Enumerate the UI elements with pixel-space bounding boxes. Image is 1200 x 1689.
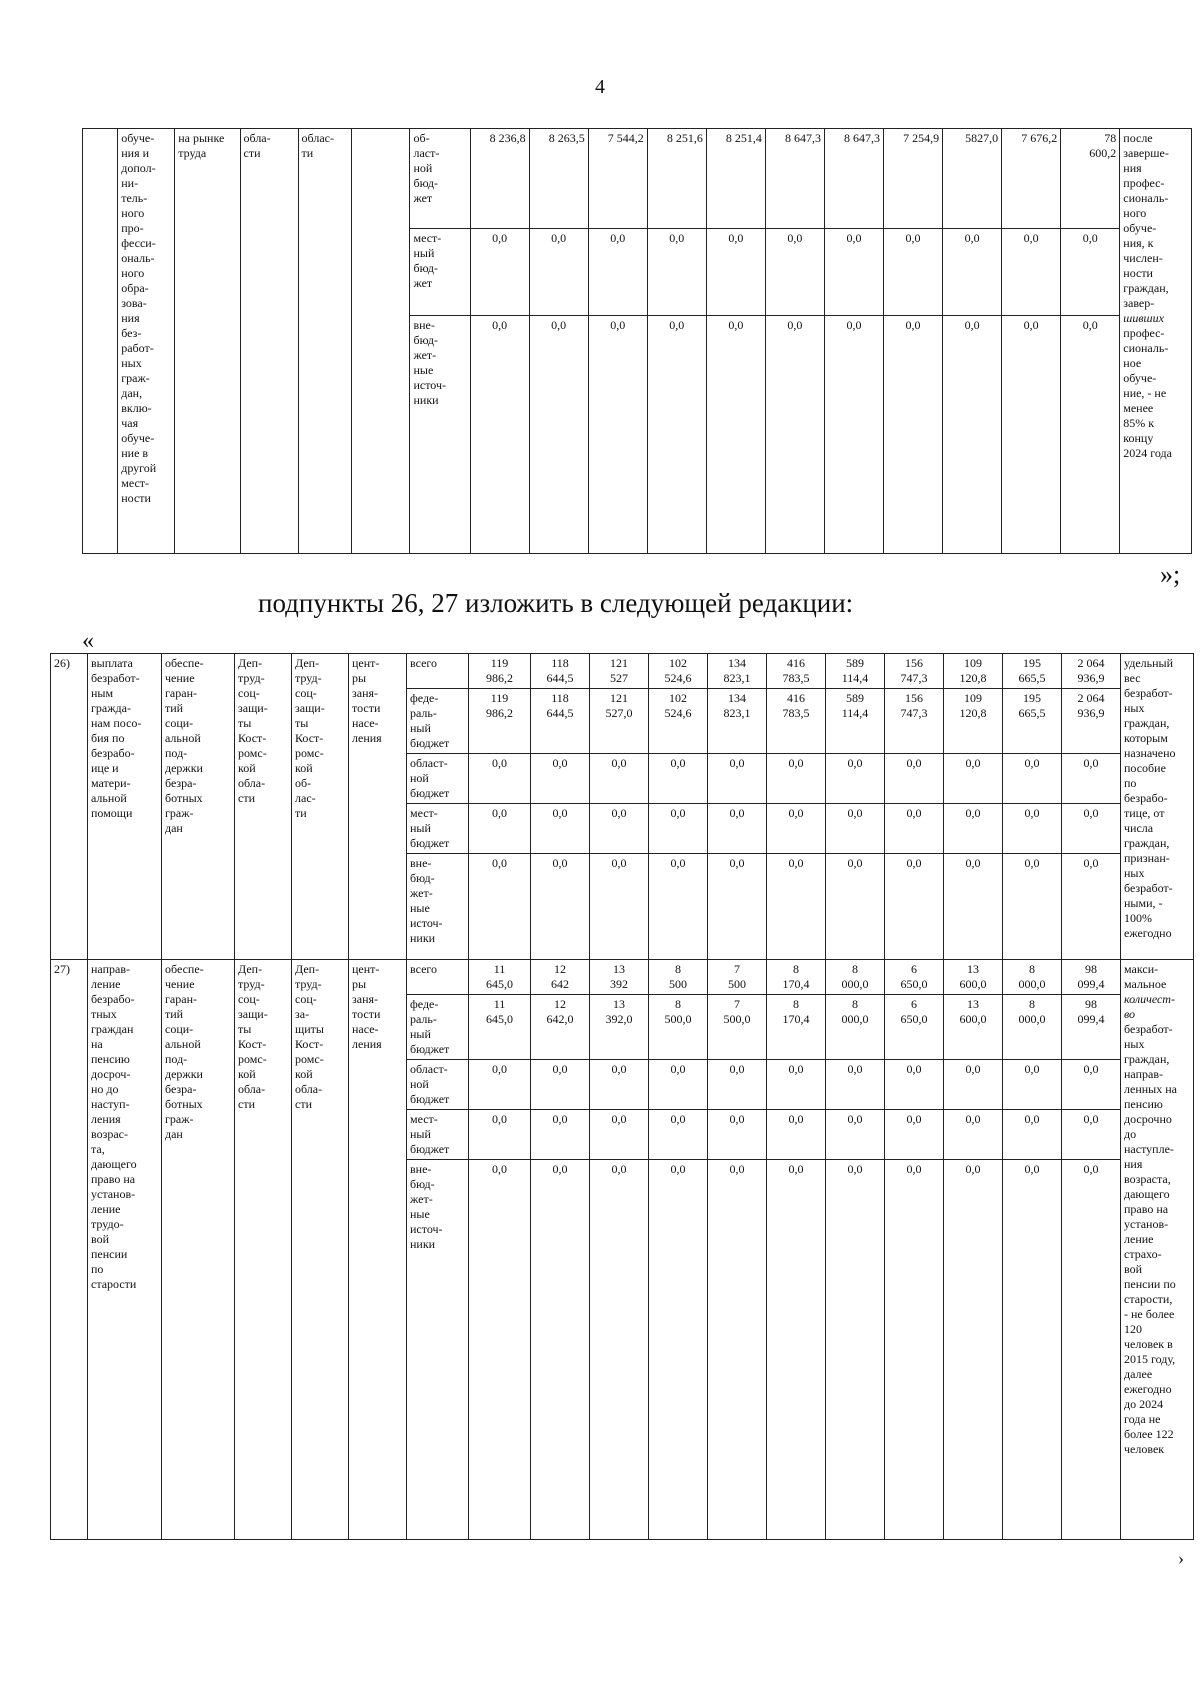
value-cell: 11 645,0 xyxy=(469,995,531,1060)
source-cell: феде- раль- ный бюджет xyxy=(407,689,469,754)
value-cell: 0,0 xyxy=(1002,316,1061,554)
value-cell: 8 251,4 xyxy=(706,129,765,229)
value-cell: 0,0 xyxy=(767,804,826,854)
value-cell: 0,0 xyxy=(943,229,1002,316)
indicator-text: удельный вес безработ- ных граждан, которым назначено пособие по безрабо- тице, от числа граждан, признан- ных безработ- ными, - 100% ежегодно xyxy=(1124,656,1176,940)
value-cell: 0,0 xyxy=(944,1110,1003,1160)
value-cell: 416 783,5 xyxy=(767,689,826,754)
value-cell: 0,0 xyxy=(708,854,767,960)
value-cell: 0,0 xyxy=(1062,1160,1121,1540)
value-cell: 0,0 xyxy=(944,754,1003,804)
value-cell: 589 114,4 xyxy=(826,654,885,689)
indicator-text: после заверше- ния профес- сиональ- ного обуче- ния, к числен- ности граждан, завер- xyxy=(1123,131,1169,310)
coexecutor-cell: Деп- труд- соц- за- щиты Кост- ромс- кой обла- сти xyxy=(292,960,349,1540)
value-cell: 6 650,0 xyxy=(885,960,944,995)
value-cell: 0,0 xyxy=(531,754,590,804)
value-cell: 0,0 xyxy=(590,1160,649,1540)
value-cell: 0,0 xyxy=(885,754,944,804)
value-cell: 195 665,5 xyxy=(1003,654,1062,689)
table-row xyxy=(51,960,1194,995)
value-cell: 118 644,5 xyxy=(531,689,590,754)
value-cell: 0,0 xyxy=(885,1110,944,1160)
participant-cell: цент- ры заня- тости насе- ления xyxy=(349,654,407,960)
source-cell: вне- бюд- жет- ные источ- ники xyxy=(410,316,470,554)
value-cell: 0,0 xyxy=(943,316,1002,554)
source-cell: вне- бюд- жет- ные источ- ники xyxy=(407,1160,469,1540)
value-cell: 2 064 936,9 xyxy=(1062,654,1121,689)
value-cell: 0,0 xyxy=(826,1160,885,1540)
value-cell: 0,0 xyxy=(470,229,529,316)
value-cell: 416 783,5 xyxy=(767,654,826,689)
indicator-text: профес- сиональ- ное обуче- ние, - не менее 85% к концу 2024 года xyxy=(1123,326,1172,460)
value-cell: 0,0 xyxy=(1003,854,1062,960)
indicator-cell xyxy=(1121,654,1194,960)
value-cell: 8 000,0 xyxy=(826,995,885,1060)
value-cell: 0,0 xyxy=(649,1160,708,1540)
event-cell: обуче- ния и допол- ни- тель- ного про- фесси- ональ- ного обра- зова- ния без- работ- ных граж- дан, вклю- чая обуче- ние в другой мест- ности xyxy=(118,129,175,554)
value-cell: 0,0 xyxy=(944,1060,1003,1110)
value-cell: 8 000,0 xyxy=(1003,960,1062,995)
value-cell: 98 099,4 xyxy=(1062,960,1121,995)
value-cell: 8 647,3 xyxy=(765,129,824,229)
value-cell: 13 392 xyxy=(590,960,649,995)
source-cell: об- ласт- ной бюд- жет xyxy=(410,129,470,229)
row-number-cell: 26) xyxy=(51,654,88,960)
program-table-continuation xyxy=(82,128,1192,554)
value-cell: 7 254,9 xyxy=(884,129,943,229)
value-cell: 0,0 xyxy=(590,754,649,804)
value-cell: 0,0 xyxy=(708,804,767,854)
value-cell: 0,0 xyxy=(1062,1060,1121,1110)
source-cell: всего xyxy=(407,960,469,995)
value-cell: 0,0 xyxy=(590,804,649,854)
value-cell: 134 823,1 xyxy=(708,689,767,754)
value-cell: 121 527 xyxy=(590,654,649,689)
goal-cell: обеспе- чение гаран- тий соци- альной под- держки безра- ботных граж- дан xyxy=(162,654,235,960)
value-cell: 13 392,0 xyxy=(590,995,649,1060)
value-cell: 0,0 xyxy=(590,1060,649,1110)
value-cell: 0,0 xyxy=(1062,804,1121,854)
value-cell: 0,0 xyxy=(765,229,824,316)
goal-cell: обеспе- чение гаран- тий соци- альной под- держки безра- ботных граж- дан xyxy=(162,960,235,1540)
value-cell: 13 600,0 xyxy=(944,960,1003,995)
value-cell: 98 099,4 xyxy=(1062,995,1121,1060)
value-cell: 0,0 xyxy=(469,854,531,960)
value-cell: 0,0 xyxy=(826,1110,885,1160)
indicator-cell xyxy=(1120,129,1192,554)
value-cell: 0,0 xyxy=(649,754,708,804)
value-cell: 0,0 xyxy=(649,1110,708,1160)
value-cell: 0,0 xyxy=(826,854,885,960)
value-cell: 0,0 xyxy=(885,1060,944,1110)
value-cell: 0,0 xyxy=(708,754,767,804)
page-number: 4 xyxy=(595,76,605,98)
value-cell: 0,0 xyxy=(884,316,943,554)
value-cell: 0,0 xyxy=(529,316,588,554)
value-cell: 121 527,0 xyxy=(590,689,649,754)
source-cell: феде- раль- ный бюджет xyxy=(407,995,469,1060)
coexecutor-cell: облас- ти xyxy=(298,129,352,554)
value-cell: 0,0 xyxy=(767,1160,826,1540)
value-cell: 0,0 xyxy=(706,316,765,554)
executor-cell: Деп- труд- соц- защи- ты Кост- ромс- кой обла- сти xyxy=(235,960,292,1540)
value-cell: 7 500 xyxy=(708,960,767,995)
value-cell: 0,0 xyxy=(588,229,647,316)
value-cell: 0,0 xyxy=(706,229,765,316)
source-cell: област- ной бюджет xyxy=(407,1060,469,1110)
value-cell: 0,0 xyxy=(1062,854,1121,960)
value-cell: 8 647,3 xyxy=(824,129,883,229)
end-mark: › xyxy=(1178,1548,1184,1568)
value-cell: 0,0 xyxy=(826,804,885,854)
value-cell: 0,0 xyxy=(944,804,1003,854)
value-cell: 0,0 xyxy=(767,854,826,960)
row-number-cell: 27) xyxy=(51,960,88,1540)
value-cell: 0,0 xyxy=(531,1110,590,1160)
value-cell: 78 600,2 xyxy=(1061,129,1120,229)
value-cell: 0,0 xyxy=(884,229,943,316)
source-cell: вне- бюд- жет- ные источ- ники xyxy=(407,854,469,960)
value-cell: 0,0 xyxy=(885,854,944,960)
value-cell: 6 650,0 xyxy=(885,995,944,1060)
executor-cell: обла- сти xyxy=(240,129,298,554)
value-cell: 7 544,2 xyxy=(588,129,647,229)
value-cell: 5827,0 xyxy=(943,129,1002,229)
value-cell: 0,0 xyxy=(826,1060,885,1110)
value-cell: 0,0 xyxy=(469,1160,531,1540)
indicator-text: макси- мальное xyxy=(1124,962,1167,991)
value-cell: 0,0 xyxy=(944,1160,1003,1540)
participant-cell xyxy=(352,129,410,554)
program-table-amendment xyxy=(50,653,1194,1540)
source-cell: мест- ный бюджет xyxy=(407,1110,469,1160)
value-cell: 8 000,0 xyxy=(1003,995,1062,1060)
value-cell: 12 642,0 xyxy=(531,995,590,1060)
opening-quote: « xyxy=(82,628,94,654)
value-cell: 0,0 xyxy=(469,1060,531,1110)
value-cell: 8 500,0 xyxy=(649,995,708,1060)
value-cell: 0,0 xyxy=(944,854,1003,960)
value-cell: 0,0 xyxy=(647,229,706,316)
indicator-text-italic: количест- во xyxy=(1124,992,1175,1021)
value-cell: 0,0 xyxy=(1003,1110,1062,1160)
indicator-text-italic: шивших xyxy=(1123,311,1164,325)
value-cell: 0,0 xyxy=(588,316,647,554)
value-cell: 0,0 xyxy=(765,316,824,554)
event-cell: выплата безработ- ным гражда- нам посо- бия по безрабо- ице и матери- альной помощи xyxy=(88,654,162,960)
value-cell: 0,0 xyxy=(1003,754,1062,804)
value-cell: 0,0 xyxy=(647,316,706,554)
value-cell: 0,0 xyxy=(469,804,531,854)
value-cell: 0,0 xyxy=(767,1110,826,1160)
source-cell: мест- ный бюджет xyxy=(407,804,469,854)
value-cell: 0,0 xyxy=(1003,1060,1062,1110)
value-cell: 8 251,6 xyxy=(647,129,706,229)
row-number-cell xyxy=(83,129,118,554)
event-cell: направ- ление безрабо- тных граждан на пенсию досроч- но до наступ- ления возрас- та, дающего право на установ- ление трудо- вой пенсии по старости xyxy=(88,960,162,1540)
value-cell: 156 747,3 xyxy=(885,654,944,689)
amendment-table-body xyxy=(51,654,1194,1540)
value-cell: 12 642 xyxy=(531,960,590,995)
value-cell: 0,0 xyxy=(531,1160,590,1540)
value-cell: 0,0 xyxy=(531,1060,590,1110)
value-cell: 0,0 xyxy=(649,804,708,854)
value-cell: 8 236,8 xyxy=(470,129,529,229)
value-cell: 0,0 xyxy=(590,1110,649,1160)
value-cell: 102 524,6 xyxy=(649,654,708,689)
table-row xyxy=(51,654,1194,689)
value-cell: 0,0 xyxy=(470,316,529,554)
value-cell: 0,0 xyxy=(824,316,883,554)
value-cell: 0,0 xyxy=(1003,1160,1062,1540)
value-cell: 2 064 936,9 xyxy=(1062,689,1121,754)
value-cell: 8 170,4 xyxy=(767,960,826,995)
value-cell: 8 000,0 xyxy=(826,960,885,995)
value-cell: 0,0 xyxy=(529,229,588,316)
value-cell: 195 665,5 xyxy=(1003,689,1062,754)
value-cell: 109 120,8 xyxy=(944,689,1003,754)
participant-cell: цент- ры заня- тости насе- ления xyxy=(349,960,407,1540)
value-cell: 0,0 xyxy=(1002,229,1061,316)
value-cell: 0,0 xyxy=(649,854,708,960)
source-cell: област- ной бюджет xyxy=(407,754,469,804)
value-cell: 0,0 xyxy=(1062,1110,1121,1160)
value-cell: 109 120,8 xyxy=(944,654,1003,689)
value-cell: 156 747,3 xyxy=(885,689,944,754)
value-cell: 7 500,0 xyxy=(708,995,767,1060)
value-cell: 8 500 xyxy=(649,960,708,995)
executor-cell: Деп- труд- соц- защи- ты Кост- ромс- кой обла- сти xyxy=(235,654,292,960)
value-cell: 0,0 xyxy=(1061,316,1120,554)
value-cell: 119 986,2 xyxy=(469,689,531,754)
value-cell: 589 114,4 xyxy=(826,689,885,754)
source-cell: мест- ный бюд- жет xyxy=(410,229,470,316)
value-cell: 0,0 xyxy=(826,754,885,804)
value-cell: 0,0 xyxy=(1062,754,1121,804)
value-cell: 0,0 xyxy=(1061,229,1120,316)
indicator-text: безработ- ных граждан, направ- ленных на пенсию досрочно до наступле- ния возраста, дающего право на установ- ление страхо- вой пенсии по старости, - не более 120 человек в 2015 году, далее ежегодно до 2024 года не более 122 человек xyxy=(1124,1022,1177,1456)
value-cell: 8 170,4 xyxy=(767,995,826,1060)
value-cell: 7 676,2 xyxy=(1002,129,1061,229)
value-cell: 0,0 xyxy=(824,229,883,316)
source-cell: всего xyxy=(407,654,469,689)
value-cell: 0,0 xyxy=(885,1160,944,1540)
value-cell: 0,0 xyxy=(469,1110,531,1160)
value-cell: 0,0 xyxy=(531,804,590,854)
indicator-cell xyxy=(1121,960,1194,1540)
value-cell: 8 263,5 xyxy=(529,129,588,229)
closing-quote: »; xyxy=(1160,560,1181,589)
value-cell: 0,0 xyxy=(469,754,531,804)
value-cell: 0,0 xyxy=(885,804,944,854)
value-cell: 0,0 xyxy=(708,1110,767,1160)
goal-cell: на рынке труда xyxy=(175,129,240,554)
value-cell: 118 644,5 xyxy=(531,654,590,689)
value-cell: 0,0 xyxy=(590,854,649,960)
value-cell: 13 600,0 xyxy=(944,995,1003,1060)
amendment-heading: подпункты 26, 27 изложить в следующей редакции: xyxy=(258,588,854,618)
value-cell: 0,0 xyxy=(649,1060,708,1110)
value-cell: 11 645,0 xyxy=(469,960,531,995)
value-cell: 0,0 xyxy=(1003,804,1062,854)
value-cell: 102 524,6 xyxy=(649,689,708,754)
value-cell: 0,0 xyxy=(767,754,826,804)
value-cell: 0,0 xyxy=(531,854,590,960)
coexecutor-cell: Деп- труд- соц- защи- ты Кост- ромс- кой об- лас- ти xyxy=(292,654,349,960)
value-cell: 0,0 xyxy=(708,1160,767,1540)
value-cell: 119 986,2 xyxy=(469,654,531,689)
value-cell: 134 823,1 xyxy=(708,654,767,689)
value-cell: 0,0 xyxy=(767,1060,826,1110)
value-cell: 0,0 xyxy=(708,1060,767,1110)
